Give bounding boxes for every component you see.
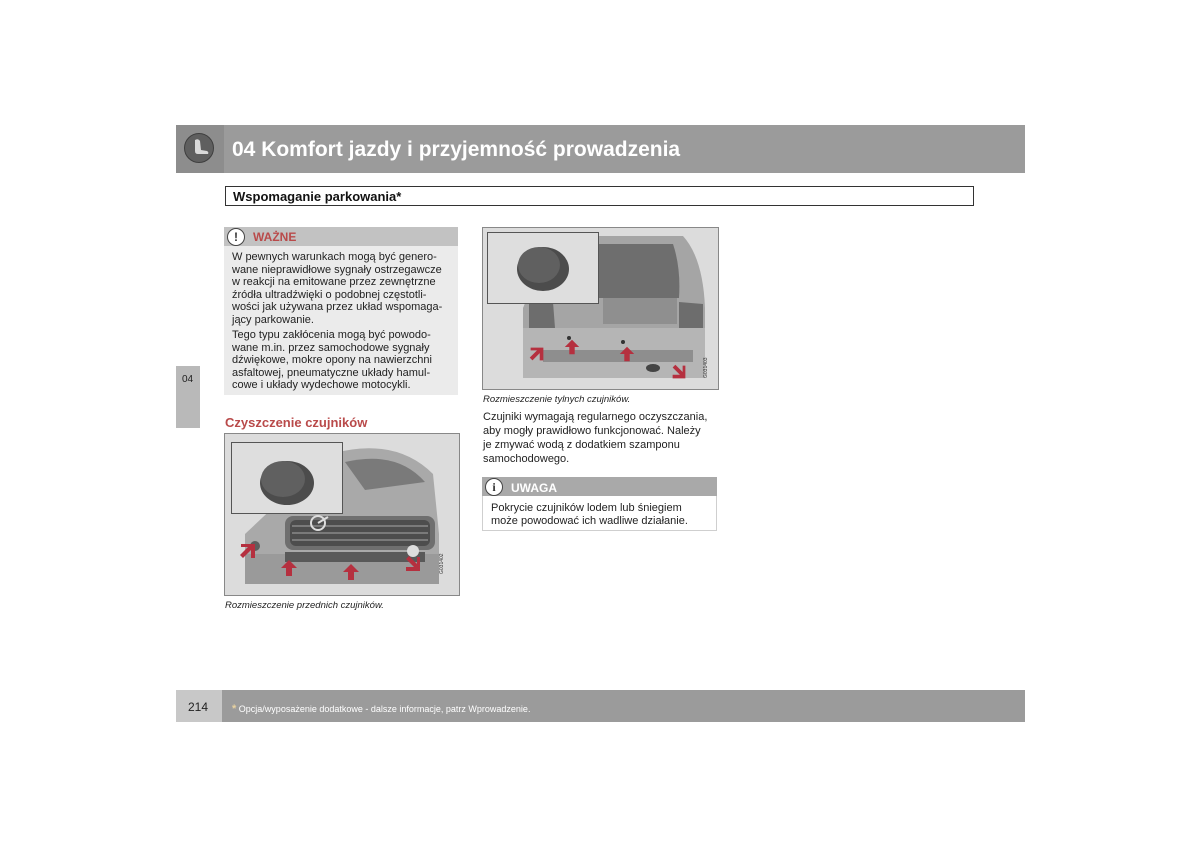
notice-text: Pokrycie czujników lodem lub śniegiem może powodować ich wadliwe działanie.	[491, 502, 688, 527]
footer-star: *	[232, 703, 237, 715]
cleaning-heading: Czyszczenie czujników	[225, 415, 368, 430]
section-title: Wspomaganie parkowania*	[233, 189, 402, 204]
notice-label: UWAGA	[511, 481, 557, 495]
front-figure-code: G031402	[439, 553, 445, 574]
chapter-title: 04 Komfort jazdy i przyjemność prowadzenia	[232, 138, 681, 161]
sensor-arrow-front-left	[237, 540, 259, 562]
chapter-side-tab-label: 04	[182, 374, 194, 385]
info-icon: i	[485, 478, 503, 496]
front-figure-caption: Rozmieszczenie przednich czujników.	[225, 600, 384, 611]
sensor-arrow-rear-left	[527, 344, 547, 364]
exclamation-icon: !	[227, 228, 245, 246]
front-sensors-figure	[224, 433, 460, 596]
important-note-paragraph-1: W pewnych warunkach mogą być genero- wane nieprawidłowe sygnały ostrzegawcze w reakcji na emitowane przez zewnętrzne źródła ultradźwięki o podobnej częstotli- wości jak używana przez układ wspomaga- jący parkowanie.	[232, 251, 443, 326]
sensor-arrow-front-right	[402, 553, 424, 575]
important-note-label: WAŻNE	[253, 230, 297, 244]
footer-note	[232, 703, 530, 715]
rear-figure-caption: Rozmieszczenie tylnych czujników.	[483, 394, 631, 405]
sensor-arrow-rear-right	[669, 362, 689, 382]
sensor-arrow-front-center-right	[341, 562, 361, 582]
rear-figure-code: G031403	[703, 357, 709, 378]
sensor-arrow-rear-center-right	[618, 345, 636, 363]
footer-note-text: Opcja/wyposażenie dodatkowe - dalsze informacje, patrz Wprowadzenie.	[238, 704, 531, 714]
page-number: 214	[188, 700, 209, 714]
sensor-arrow-rear-center-left	[563, 338, 581, 356]
rear-sensors-figure	[482, 227, 719, 390]
cleaning-text: Czujniki wymagają regularnego oczyszczania, aby mogły prawidłowo funkcjonować. Należy je zmywać wodą z dodatkiem szamponu samochodowego.	[483, 411, 708, 465]
seat-icon	[184, 133, 214, 163]
sensor-closeup-inset-rear	[487, 232, 599, 304]
sensor-closeup-inset	[231, 442, 343, 514]
important-note-paragraph-2: Tego typu zakłócenia mogą być powodo- wane m.in. przez samochodowe sygnały dźwiękowe, mokre opony na nawierzchni asfaltowej, pneumatyczne układy hamul- cowe i układy wydechowe motocykli.	[232, 329, 432, 391]
sensor-arrow-front-center-left	[279, 558, 299, 578]
